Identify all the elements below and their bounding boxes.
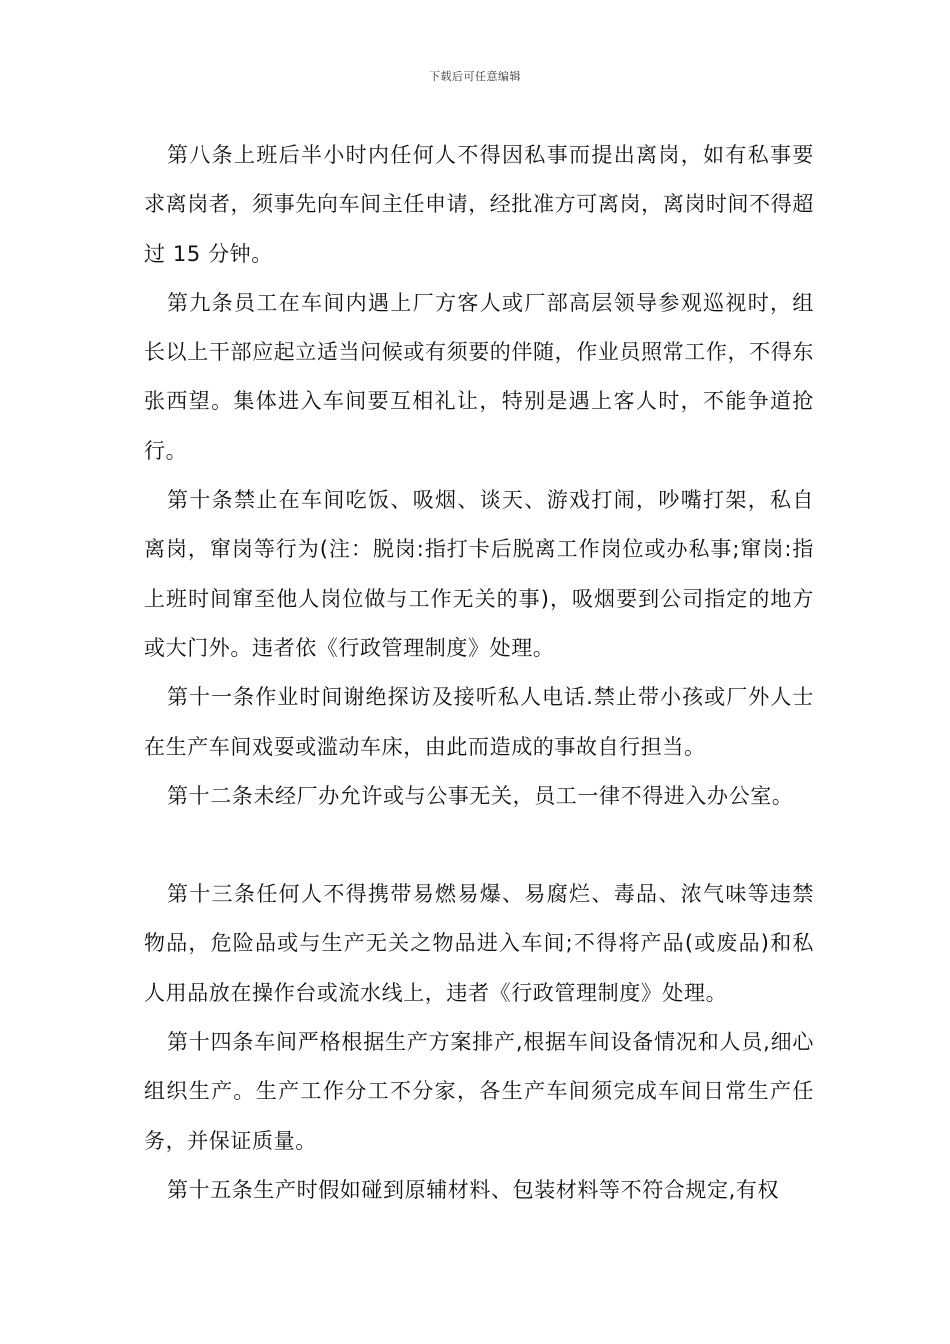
article-14: 第十四条车间严格根据生产方案排产,根据车间设备情况和人员,细心组织生产。生产工作分工不分家，各生产车间须完成车间日常生产任务，并保证质量。 [144, 1030, 814, 1153]
article-15: 第十五条生产时假如碰到原辅材料、包装材料等不符合规定,有权 [167, 1177, 780, 1202]
article-10: 第十条禁止在车间吃饭、吸烟、谈天、游戏打闹，吵嘴打架，私自离岗，窜岗等行为(注：脱岗:指打卡后脱离工作岗位或办私事;窜岗:指上班时间窜至他人岗位做与工作无关的事)，吸烟要到公司指定的地方或大门外。违者依《行政管理制度》处理。 [144, 488, 814, 660]
article-13: 第十三条任何人不得携带易燃易爆、易腐烂、毒品、浓气味等违禁物品，危险品或与生产无关之物品进入车间;不得将产品(或废品)和私人用品放在操作台或流水线上，违者《行政管理制度》处理。 [144, 882, 814, 1005]
page-header: 下载后可任意编辑 [429, 70, 521, 83]
article-8: 第八条上班后半小时内任何人不得因私事而提出离岗，如有私事要求离岗者，须事先向车间主任申请，经批准方可离岗，离岗时间不得超过 15 分钟。 [144, 143, 814, 266]
paragraph-spacer [144, 821, 814, 870]
document-body [144, 131, 814, 1215]
article-11: 第十一条作业时间谢绝探访及接听私人电话.禁止带小孩或厂外人士在生产车间戏耍或滥动车床，由此而造成的事故自行担当。 [144, 685, 814, 759]
article-12: 第十二条未经厂办允许或与公事无关，员工一律不得进入办公室。 [167, 783, 794, 808]
article-9: 第九条员工在车间内遇上厂方客人或厂部高层领导参观巡视时，组长以上干部应起立适当问候或有须要的伴随，作业员照常工作，不得东张西望。集体进入车间要互相礼让，特别是遇上客人时，不能争道抢行。 [144, 290, 814, 463]
